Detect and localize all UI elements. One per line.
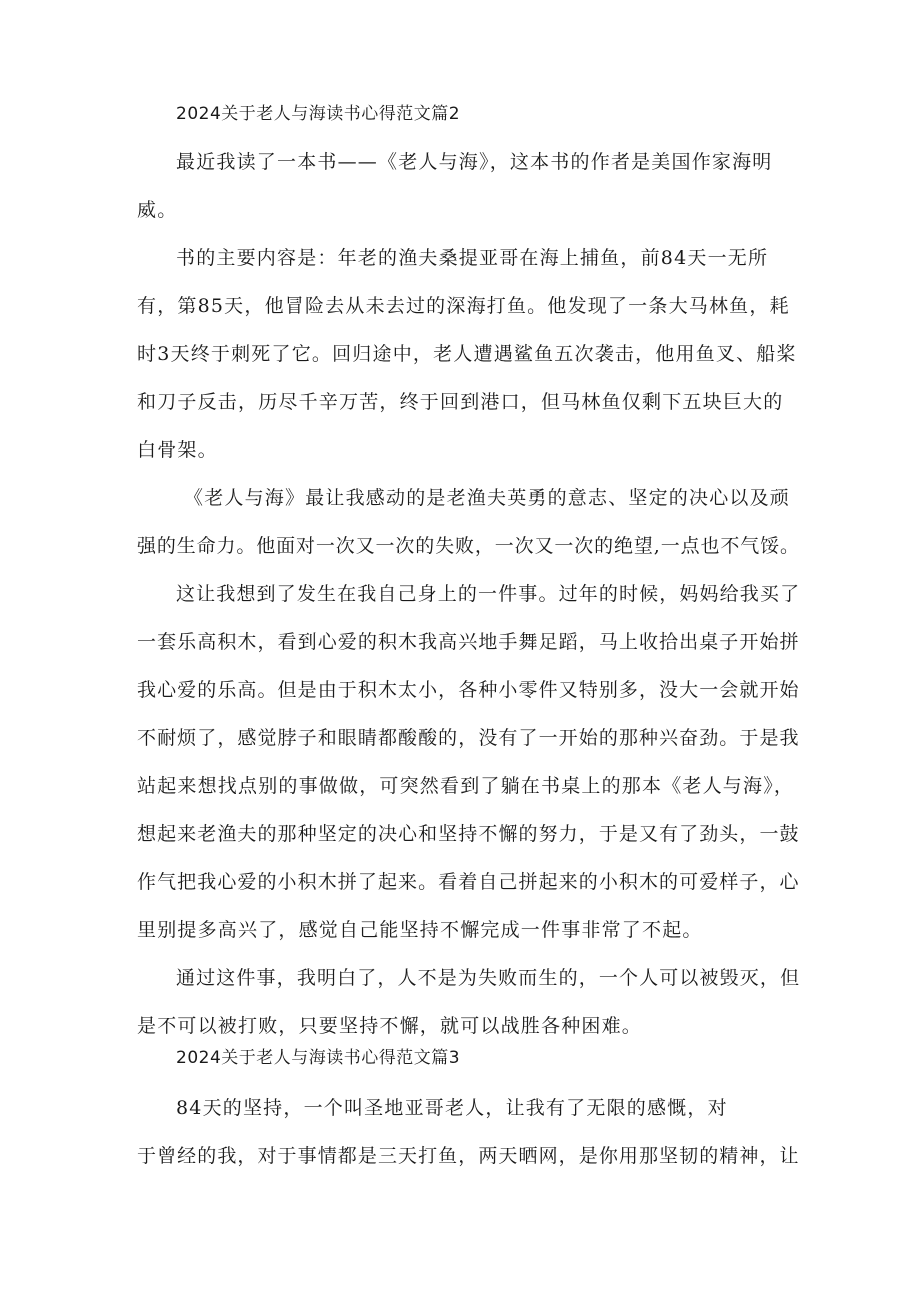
section-heading-3: 2024关于老人与海读书心得范文篇3 xyxy=(176,1048,461,1068)
paragraph-line: 里别提多高兴了，感觉自己能坚持不懈完成一件事非常了不起。 xyxy=(137,919,703,941)
paragraph-line: 时3天终于刺死了它。回归途中，老人遭遇鲨鱼五次袭击，他用鱼叉、船桨 xyxy=(137,343,797,365)
paragraph-line: 通过这件事，我明白了，人不是为失败而生的，一个人可以被毁灭，但 xyxy=(176,967,801,989)
paragraph-line: 书的主要内容是：年老的渔夫桑提亚哥在海上捕鱼，前84天一无所 xyxy=(176,247,769,269)
paragraph-line: 是不可以被打败，只要坚持不懈，就可以战胜各种困难。 xyxy=(137,1015,643,1037)
paragraph-line: 想起来老渔夫的那种坚定的决心和坚持不懈的努力，于是又有了劲头，一鼓 xyxy=(137,823,800,845)
paragraph-line: 一套乐高积木，看到心爱的积木我高兴地手舞足蹈，马上收拾出桌子开始拼 xyxy=(137,631,800,653)
paragraph-line: 这让我想到了发生在我自己身上的一件事。过年的时候，妈妈给我买了 xyxy=(176,583,801,605)
section-heading-2: 2024关于老人与海读书心得范文篇2 xyxy=(176,104,461,124)
paragraph-line: 白骨架。 xyxy=(137,439,218,461)
paragraph-line: 《老人与海》最让我感动的是老渔夫英勇的意志、坚定的决心以及顽 xyxy=(184,487,791,509)
paragraph-line: 我心爱的乐高。但是由于积木太小，各种小零件又特别多，没大一会就开始 xyxy=(137,679,800,701)
paragraph-line: 强的生命力。他面对一次又一次的失败，一次又一次的绝望,一点也不气馁。 xyxy=(137,535,800,557)
paragraph-line: 作气把我心爱的小积木拼了起来。看着自己拼起来的小积木的可爱样子，心 xyxy=(137,871,800,893)
paragraph-line: 84天的坚持，一个叫圣地亚哥老人，让我有了无限的感慨，对 xyxy=(176,1097,728,1119)
paragraph-line: 和刀子反击，历尽千辛万苦，终于回到港口，但马林鱼仅剩下五块巨大的 xyxy=(137,391,784,413)
paragraph-line: 最近我读了一本书——《老人与海》，这本书的作者是美国作家海明 xyxy=(176,151,773,173)
paragraph-line: 不耐烦了，感觉脖子和眼睛都酸酸的，没有了一开始的那种兴奋劲。于是我 xyxy=(137,727,800,749)
paragraph-line: 有，第85天，他冒险去从未去过的深海打鱼。他发现了一条大马林鱼，耗 xyxy=(137,295,790,317)
paragraph-line: 于曾经的我，对于事情都是三天打鱼，两天晒网，是你用那坚韧的精神，让 xyxy=(137,1145,800,1167)
paragraph-line: 威。 xyxy=(137,199,178,221)
paragraph-line: 站起来想找点别的事做做，可突然看到了躺在书桌上的那本《老人与海》， xyxy=(137,775,795,797)
